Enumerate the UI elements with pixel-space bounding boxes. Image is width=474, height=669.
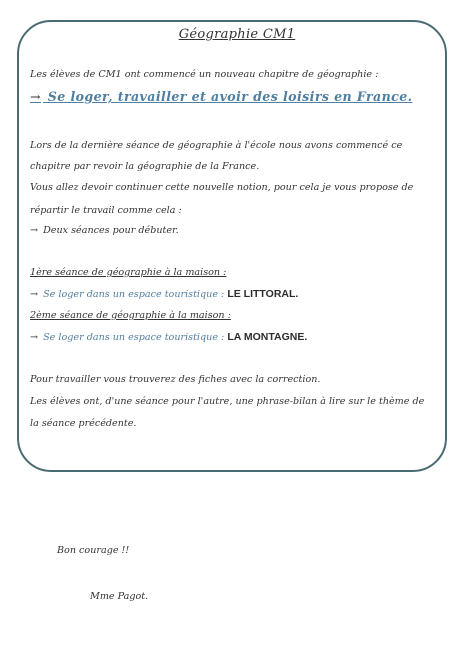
paragraph-line: Vous allez devoir continuer cette nouvelle notion, pour cela je vous propose de xyxy=(30,182,414,193)
arrow-right-icon: → xyxy=(30,289,39,300)
session2-heading: 2ème séance de géographie à la maison : xyxy=(30,310,231,321)
signature: Mme Pagot. xyxy=(90,591,149,602)
paragraph-line: Pour travailler vous trouverez des fiches avec la correction. xyxy=(30,374,321,385)
session1-text: Se loger dans un espace touristique : xyxy=(43,289,225,300)
arrow-right-icon: → xyxy=(30,332,39,343)
sessions-note xyxy=(30,225,440,237)
paragraph-line: chapitre par revoir la géographie de la France. xyxy=(30,161,260,172)
chapter-headline-text: Se loger, travailler et avoir des loisirs en France. xyxy=(47,89,413,104)
intro-text: Les élèves de CM1 ont commencé un nouveau chapitre de géographie : xyxy=(30,69,379,80)
session2-topic: LA MONTAGNE. xyxy=(227,331,308,343)
sessions-note-text: Deux séances pour débuter. xyxy=(43,225,179,236)
arrow-right-icon: → xyxy=(30,89,41,104)
paragraph-line: répartir le travail comme cela : xyxy=(30,205,182,216)
session2-row xyxy=(30,331,440,344)
session1-heading: 1ère séance de géographie à la maison : xyxy=(30,267,227,278)
paragraph-line: Les élèves ont, d'une séance pour l'autre, une phrase-bilan à lire sur le thème de xyxy=(30,396,425,407)
paragraph-line: Lors de la dernière séance de géographie à l'école nous avons commencé ce xyxy=(30,140,403,151)
session1-topic: LE LITTORAL. xyxy=(227,288,299,300)
session2-text: Se loger dans un espace touristique : xyxy=(43,332,225,343)
paragraph-line: la séance précédente. xyxy=(30,418,137,429)
arrow-right-icon: → xyxy=(30,225,39,236)
closing-text: Bon courage !! xyxy=(57,545,130,556)
chapter-headline xyxy=(30,89,412,104)
page-title: Géographie CM1 xyxy=(178,27,296,42)
session1-row xyxy=(30,288,440,301)
